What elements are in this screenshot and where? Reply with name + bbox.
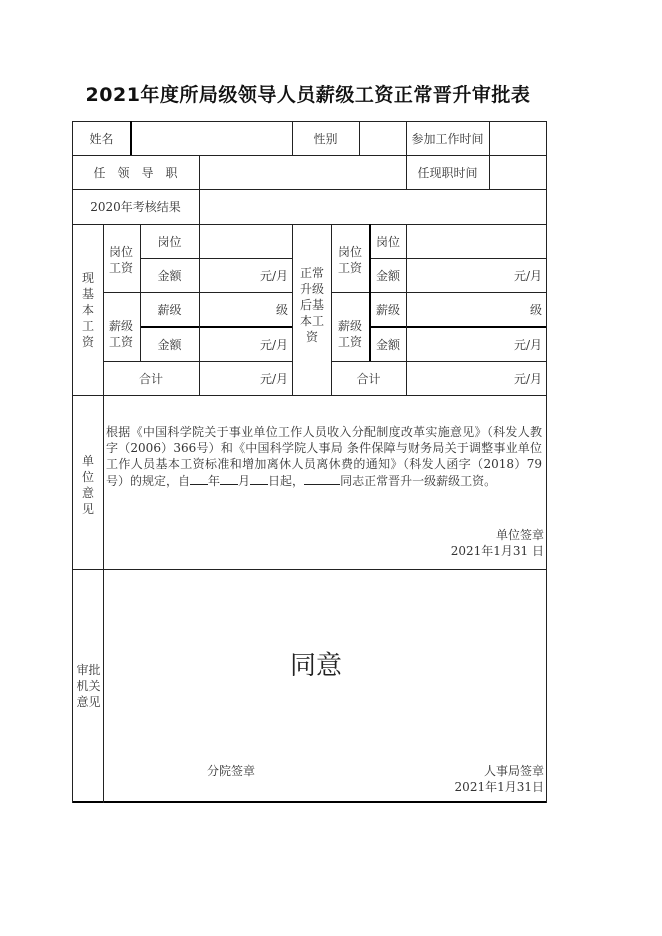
name-field[interactable] [132,121,292,155]
current-grade-label: 薪级 [157,303,182,317]
current-post-label: 岗位 [157,234,182,249]
gender-field[interactable] [359,121,406,155]
approval-label: 审批机关意见 [76,663,101,709]
opinion-text-part2: 同志正常晋升一级薪级工资。 [340,474,497,488]
current-post-amount-label: 金额 [157,268,182,283]
new-total-label: 合计 [356,371,381,386]
approval-date: 2021年1月31日 [454,780,544,794]
new-post-amount-label: 金额 [375,268,400,283]
review-field[interactable] [199,189,546,224]
current-salary-label: 现 基 本 工 资 [81,270,94,349]
day-blank[interactable] [250,472,268,485]
current-grade-field[interactable]: 级 [275,303,288,317]
position-label: 任 领 导 职 [93,165,178,180]
hr-seal-block [455,763,544,795]
new-salary-label: 正常 升级 后基 本工 资 [299,266,324,344]
year-suffix: 年 [208,474,221,488]
table-border-bottom [72,801,547,803]
table-border-right [546,121,547,803]
new-post-amount-field[interactable]: 元/月 [513,268,542,283]
hr-seal-label: 人事局签章 [483,764,544,778]
unit-seal-block [451,527,544,559]
current-post-amount-field[interactable]: 元/月 [259,268,288,283]
current-post-field[interactable] [199,224,292,258]
current-total-label: 合计 [138,371,163,386]
unit-seal-label: 单位签章 [495,528,544,542]
current-total-field[interactable]: 元/月 [259,371,288,386]
new-post-label: 岗位 [375,234,400,249]
approval-decision: 同意 [290,651,343,681]
unit-opinion-text [106,424,542,489]
review-label: 2020年考核结果 [90,200,181,214]
new-grade-amount-field[interactable]: 元/月 [513,337,542,352]
year-blank[interactable] [190,472,208,485]
form-title: 2021年度所局级领导人员薪级工资正常晋升审批表 [85,84,531,106]
col-divider [103,224,104,803]
new-grade-amount-label: 金额 [375,337,400,352]
current-grade-group: 薪级 工资 [108,319,133,349]
opinion-text-part1: 根据《中国科学院关于事业单位工作人员收入分配制度改革实施意见》（科发人教字（2006）366号）和《中国科学院人事局 条件保障与财务局关于调整事业单位工作人员基本工资标准和增加离休人员离休费的通知》（科发人函字（2018）79号）的规定，自 [106,425,542,488]
new-grade-group: 薪级 工资 [337,319,362,349]
current-grade-amount-label: 金额 [157,337,182,352]
work-start-label: 参加工作时间 [411,131,484,146]
new-post-field[interactable] [406,224,546,258]
new-grade-label: 薪级 [375,303,400,317]
current-grade-amount-field[interactable]: 元/月 [259,337,288,352]
day-suffix: 日起， [268,474,305,488]
unit-opinion-label: 单 位 意 见 [81,454,94,516]
tenure-field[interactable] [489,155,546,189]
new-post-group: 岗位 工资 [337,245,362,275]
tenure-label: 任现职时间 [417,165,478,180]
current-post-group: 岗位 工资 [108,245,133,275]
row-divider [72,395,547,396]
col-divider [292,224,293,395]
new-total-field[interactable]: 元/月 [513,371,542,386]
row-divider [72,569,547,570]
person-name-blank[interactable] [304,472,340,485]
month-suffix: 月 [238,474,251,488]
unit-opinion-date: 2021年1月31 日 [450,544,544,558]
name-label: 姓名 [89,131,114,146]
branch-seal-label: 分院签章 [207,764,256,778]
gender-label: 性别 [313,131,338,146]
new-grade-field[interactable]: 级 [529,303,542,317]
work-start-field[interactable] [489,121,546,155]
position-field[interactable] [199,155,406,189]
month-blank[interactable] [220,472,238,485]
